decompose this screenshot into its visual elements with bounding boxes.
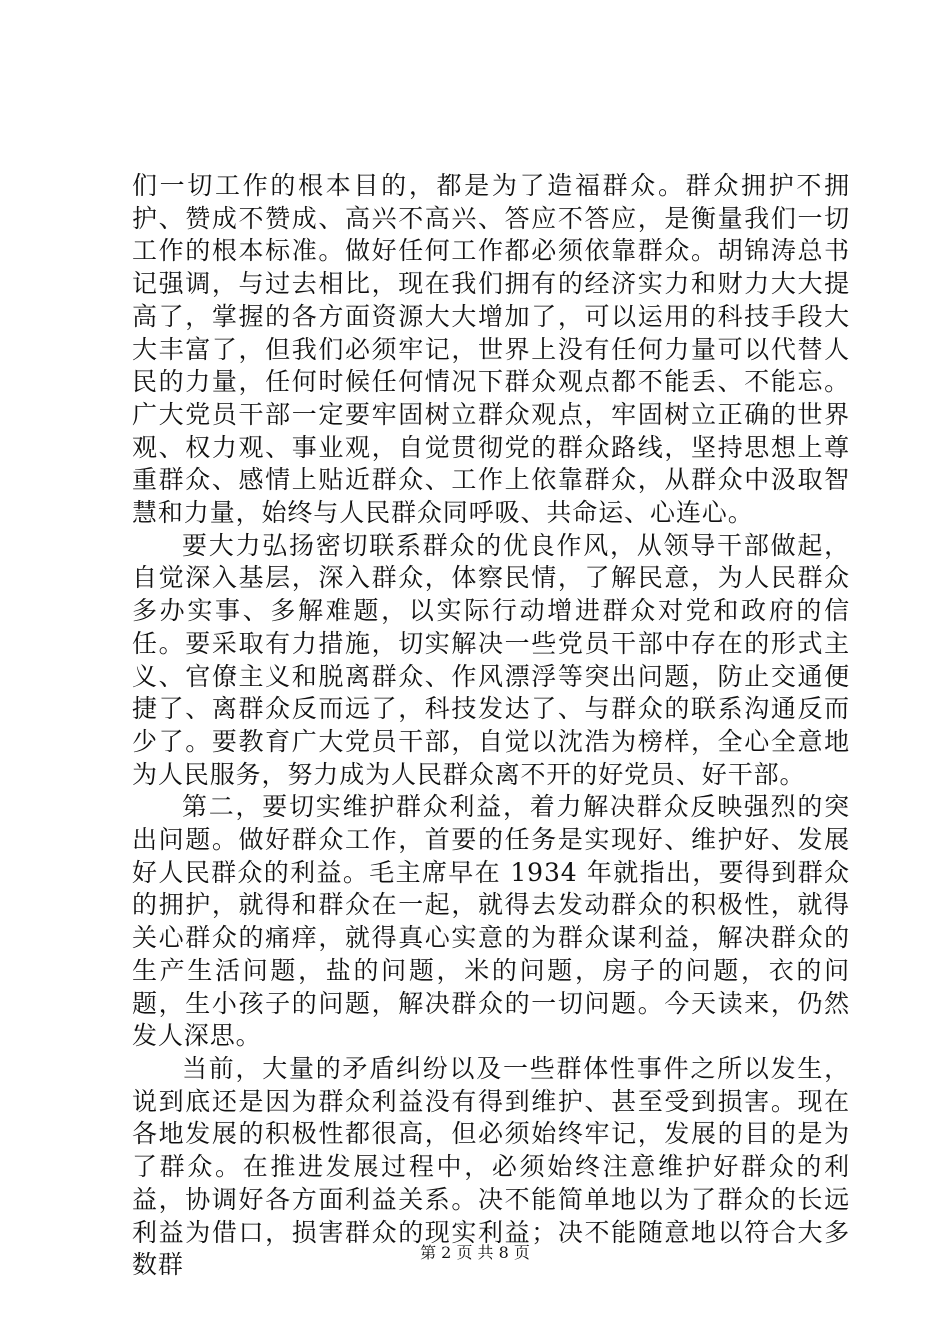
paragraph-second-point: 第二，要切实维护群众利益，着力解决群众反映强烈的突出问题。做好群众工作，首要的任务是实现好、维护好、发展好人民群众的利益。毛主席早在 1934 年就指出，要得到群众的拥护，就得和群众在一起，就得去发动群众的积极性，就得关心群众的痛痒，就得真心实意的为群众谋利益，解决群众的生产生活问题，盐的问题，米的问题，房子的问题，衣的问题，生小孩子的问题，解决群众的一切问题。今天读来，仍然发人深思。 (132, 792, 850, 1051)
paragraph-work-style: 要大力弘扬密切联系群众的优良作风，从领导干部做起，自觉深入基层，深入群众，体察民情，了解民意，为人民群众多办实事、多解难题，以实际行动增进群众对党和政府的信任。要采取有力措施，切实解决一些党员干部中存在的形式主义、官僚主义和脱离群众、作风漂浮等突出问题，防止交通便捷了、离群众反而远了，科技发达了、与群众的联系沟通反而少了。要教育广大党员干部，自觉以沈浩为榜样，全心全意地为人民服务，努力成为人民群众离不开的好党员、好干部。 (132, 530, 850, 789)
paragraph-current-situation: 当前，大量的矛盾纠纷以及一些群体性事件之所以发生，说到底还是因为群众利益没有得到维护、甚至受到损害。现在各地发展的积极性都很高，但必须始终牢记，发展的目的是为了群众。在推进发展过程中，必须始终注意维护好群众的利益，协调好各方面利益关系。决不能简单地以为了群众的长远利益为借口，损害群众的现实利益；决不能随意地以符合大多数群 (132, 1053, 850, 1280)
page-number-footer: 第 2 页 共 8 页 (420, 1243, 530, 1262)
paragraph-continuation: 们一切工作的根本目的，都是为了造福群众。群众拥护不拥护、赞成不赞成、高兴不高兴、答应不答应，是衡量我们一切工作的根本标准。做好任何工作都必须依靠群众。胡锦涛总书记强调，与过去相比，现在我们拥有的经济实力和财力大大提高了，掌握的各方面资源大大增加了，可以运用的科技手段大大丰富了，但我们必须牢记，世界上没有任何力量可以代替人民的力量，任何时候任何情况下群众观点都不能丢、不能忘。广大党员干部一定要牢固树立群众观点，牢固树立正确的世界观、权力观、事业观，自觉贯彻党的群众路线，坚持思想上尊重群众、感情上贴近群众、工作上依靠群众，从群众中汲取智慧和力量，始终与人民群众同呼吸、共命运、心连心。 (132, 171, 850, 528)
body-text (132, 170, 850, 1282)
